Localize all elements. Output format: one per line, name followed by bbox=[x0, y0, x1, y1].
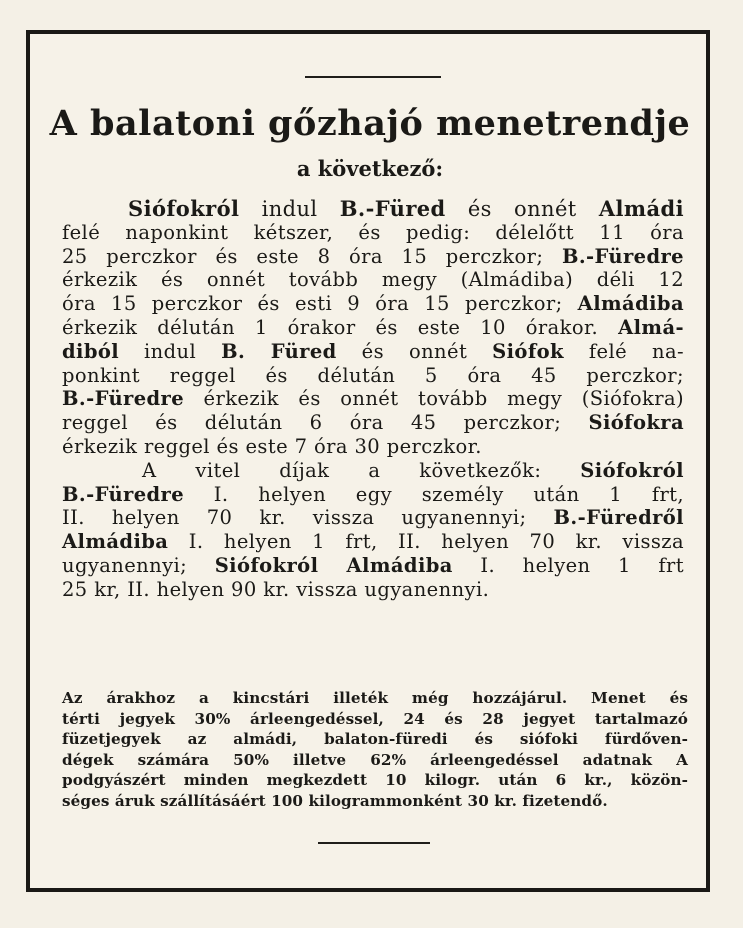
bottom-divider bbox=[318, 842, 430, 844]
notice-line: podgyászért minden megkezdett 10 kilogr. után 6 kr., közön- bbox=[62, 771, 688, 789]
schedule-line: B.-Füredre érkezik és onnét tovább megy (Siófokra) bbox=[62, 387, 684, 411]
schedule-line: ponkint reggel és délután 5 óra 45 perczkor; bbox=[62, 363, 684, 387]
schedule-line: érkezik reggel és este 7 óra 30 perczkor. bbox=[62, 434, 482, 458]
schedule-line: óra 15 perczkor és esti 9 óra 15 perczkor; Almádiba bbox=[62, 292, 684, 316]
notice-text bbox=[62, 688, 688, 811]
notice-line: séges áruk szállításáért 100 kilogrammonként 30 kr. fizetendő. bbox=[62, 791, 608, 810]
schedule-text bbox=[62, 197, 684, 602]
top-divider bbox=[305, 76, 441, 78]
schedule-line: érkezik délután 1 órakor és este 10 órakor. Almá- bbox=[62, 315, 684, 339]
schedule-line: 25 perczkor és este 8 óra 15 perczkor; B.-Füredre bbox=[62, 244, 684, 268]
notice-line: dégek számára 50% illetve 62% árleengedéssel adatnak A bbox=[62, 750, 688, 769]
schedule-line: felé naponkint kétszer, és pedig: délelőtt 11 óra bbox=[62, 220, 684, 244]
schedule-line: érkezik és onnét tovább megy (Almádiba) déli 12 bbox=[62, 268, 684, 292]
fare-line: 25 kr, II. helyen 90 kr. vissza ugyanennyi. bbox=[62, 577, 490, 601]
schedule-line: Siófokról indul B.-Füred és onnét Almádi bbox=[128, 196, 684, 221]
fare-line: Almádiba I. helyen 1 frt, II. helyen 70 kr. vissza bbox=[62, 530, 684, 554]
fare-line: II. helyen 70 kr. vissza ugyanennyi; B.-Füredről bbox=[62, 506, 684, 530]
notice-line: Az árakhoz a kincstári illeték még hozzájárul. Menet és bbox=[62, 689, 688, 707]
fare-line: A vitel díjak a következők: Siófokról bbox=[142, 458, 684, 482]
subtitle: a következő: bbox=[296, 156, 444, 181]
page-title: A balatoni gőzhajó menetrendje bbox=[49, 103, 691, 144]
fare-line: ugyanennyi; Siófokról Almádiba I. helyen 1 frt bbox=[62, 553, 684, 577]
schedule-line: diból indul B. Füred és onnét Siófok felé na- bbox=[62, 339, 684, 363]
notice-line: füzetjegyek az almádi, balaton-füredi és siófoki fürdőven- bbox=[62, 730, 688, 748]
notice-line: térti jegyek 30% árleengedéssel, 24 és 28 jegyet tartalmazó bbox=[62, 709, 688, 728]
fare-line: B.-Füredre I. helyen egy személy után 1 frt, bbox=[62, 482, 684, 506]
schedule-line: reggel és délután 6 óra 45 perczkor; Siófokra bbox=[62, 411, 684, 435]
